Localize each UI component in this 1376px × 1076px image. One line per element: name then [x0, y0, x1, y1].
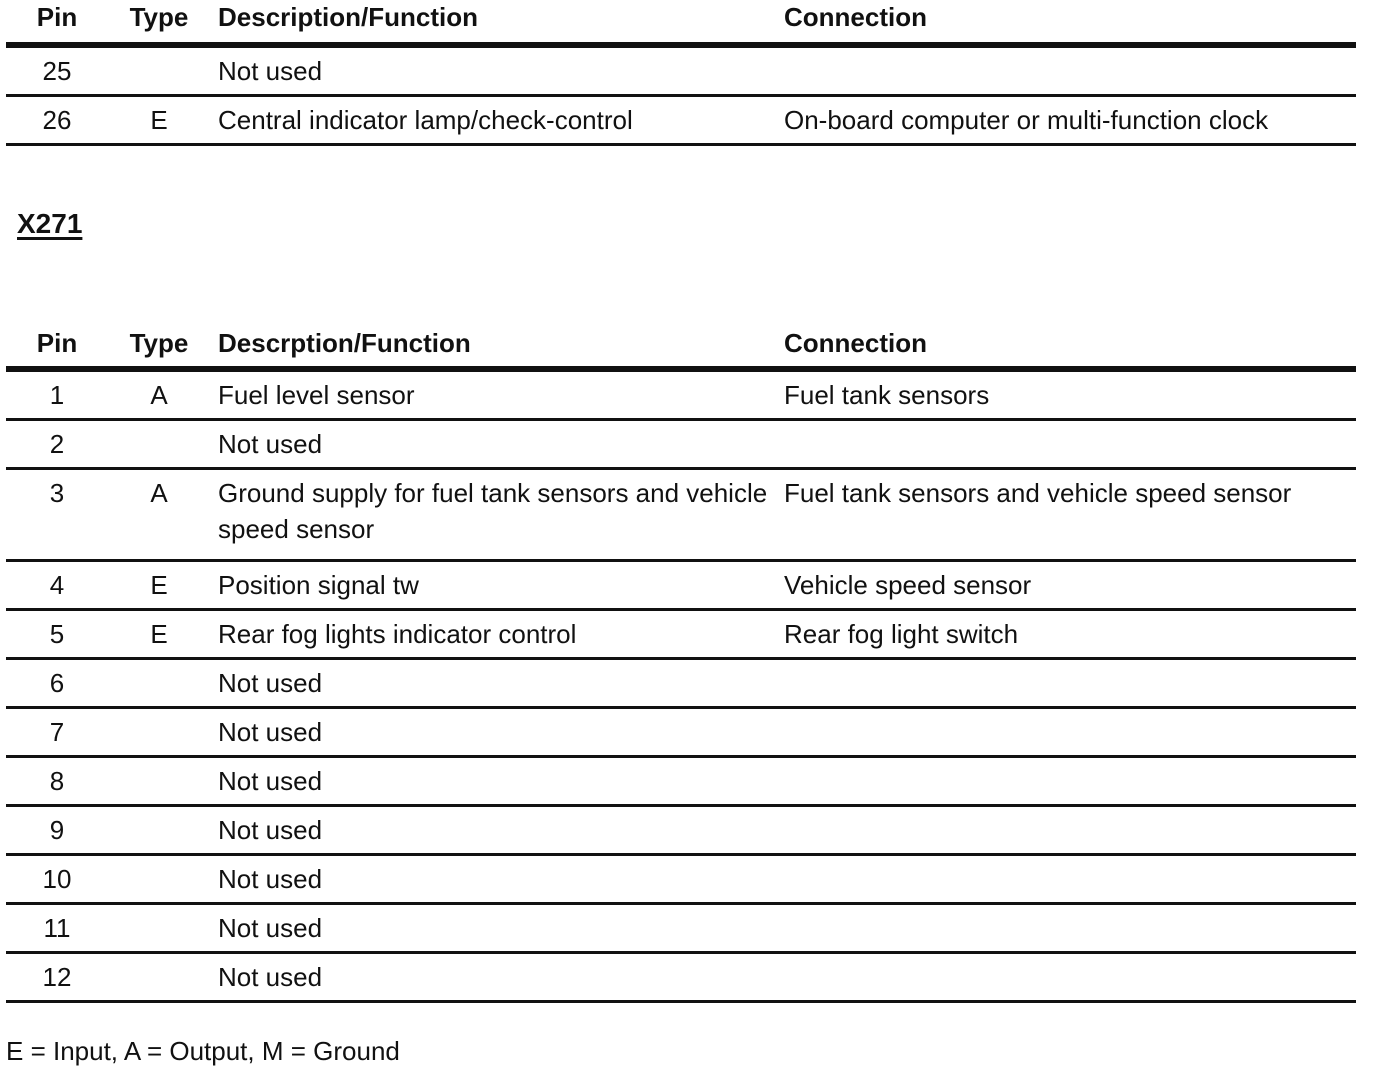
cell-pin: 5 [6, 610, 108, 659]
cell-description: Not used [210, 806, 784, 855]
table-row [6, 96, 1356, 145]
cell-pin: 11 [6, 904, 108, 953]
cell-connection [784, 45, 1356, 96]
header-description: Descrption/Function [210, 324, 784, 369]
cell-pin: 12 [6, 953, 108, 1002]
cell-description: Not used [210, 757, 784, 806]
cell-connection [784, 708, 1356, 757]
table-header-row [6, 324, 1356, 369]
cell-pin: 7 [6, 708, 108, 757]
cell-connection [784, 757, 1356, 806]
cell-connection [784, 855, 1356, 904]
cell-connection [784, 904, 1356, 953]
cell-type [108, 904, 210, 953]
table-row [6, 904, 1356, 953]
cell-pin: 3 [6, 469, 108, 561]
cell-description: Central indicator lamp/check-control [210, 96, 784, 145]
cell-description: Not used [210, 904, 784, 953]
cell-description: Fuel level sensor [210, 369, 784, 420]
header-description: Description/Function [210, 0, 784, 45]
cell-description: Ground supply for fuel tank sensors and vehicle speed sensor [210, 469, 784, 561]
pin-table-top [6, 0, 1356, 146]
cell-description: Not used [210, 420, 784, 469]
cell-type [108, 659, 210, 708]
cell-type [108, 806, 210, 855]
cell-pin: 26 [6, 96, 108, 145]
header-type: Type [108, 0, 210, 45]
cell-type: A [108, 469, 210, 561]
table-row [6, 708, 1356, 757]
cell-type [108, 855, 210, 904]
cell-connection [784, 953, 1356, 1002]
cell-pin: 25 [6, 45, 108, 96]
cell-type [108, 708, 210, 757]
cell-pin: 8 [6, 757, 108, 806]
cell-pin: 4 [6, 561, 108, 610]
cell-connection: Rear fog light switch [784, 610, 1356, 659]
cell-type [108, 757, 210, 806]
cell-type [108, 420, 210, 469]
type-legend: E = Input, A = Output, M = Ground [6, 1036, 400, 1066]
table-row [6, 420, 1356, 469]
section-heading-x271: X271 [17, 208, 83, 239]
cell-type: A [108, 369, 210, 420]
cell-description: Not used [210, 659, 784, 708]
cell-pin: 2 [6, 420, 108, 469]
table-row [6, 469, 1356, 561]
cell-type: E [108, 96, 210, 145]
table-row [6, 953, 1356, 1002]
cell-description: Position signal tw [210, 561, 784, 610]
cell-description: Not used [210, 708, 784, 757]
cell-description: Rear fog lights indicator control [210, 610, 784, 659]
table-row [6, 610, 1356, 659]
cell-type [108, 45, 210, 96]
cell-description: Not used [210, 953, 784, 1002]
header-connection: Connection [784, 0, 1356, 45]
table-row [6, 45, 1356, 96]
cell-pin: 9 [6, 806, 108, 855]
cell-description: Not used [210, 855, 784, 904]
cell-connection: Fuel tank sensors and vehicle speed sensor [784, 469, 1356, 561]
cell-type [108, 953, 210, 1002]
cell-connection: Vehicle speed sensor [784, 561, 1356, 610]
cell-connection [784, 659, 1356, 708]
cell-connection: Fuel tank sensors [784, 369, 1356, 420]
table-row [6, 369, 1356, 420]
table-row [6, 855, 1356, 904]
cell-pin: 6 [6, 659, 108, 708]
table-row [6, 806, 1356, 855]
table-row [6, 561, 1356, 610]
cell-type: E [108, 610, 210, 659]
cell-connection: On-board computer or multi-function clock [784, 96, 1356, 145]
table-header-row [6, 0, 1356, 45]
header-pin: Pin [6, 0, 108, 45]
pin-table-x271 [6, 324, 1356, 1003]
cell-type: E [108, 561, 210, 610]
table-row [6, 757, 1356, 806]
cell-connection [784, 420, 1356, 469]
cell-description: Not used [210, 45, 784, 96]
cell-pin: 10 [6, 855, 108, 904]
header-connection: Connection [784, 324, 1356, 369]
cell-pin: 1 [6, 369, 108, 420]
table-row [6, 659, 1356, 708]
cell-connection [784, 806, 1356, 855]
header-pin: Pin [6, 324, 108, 369]
header-type: Type [108, 324, 210, 369]
